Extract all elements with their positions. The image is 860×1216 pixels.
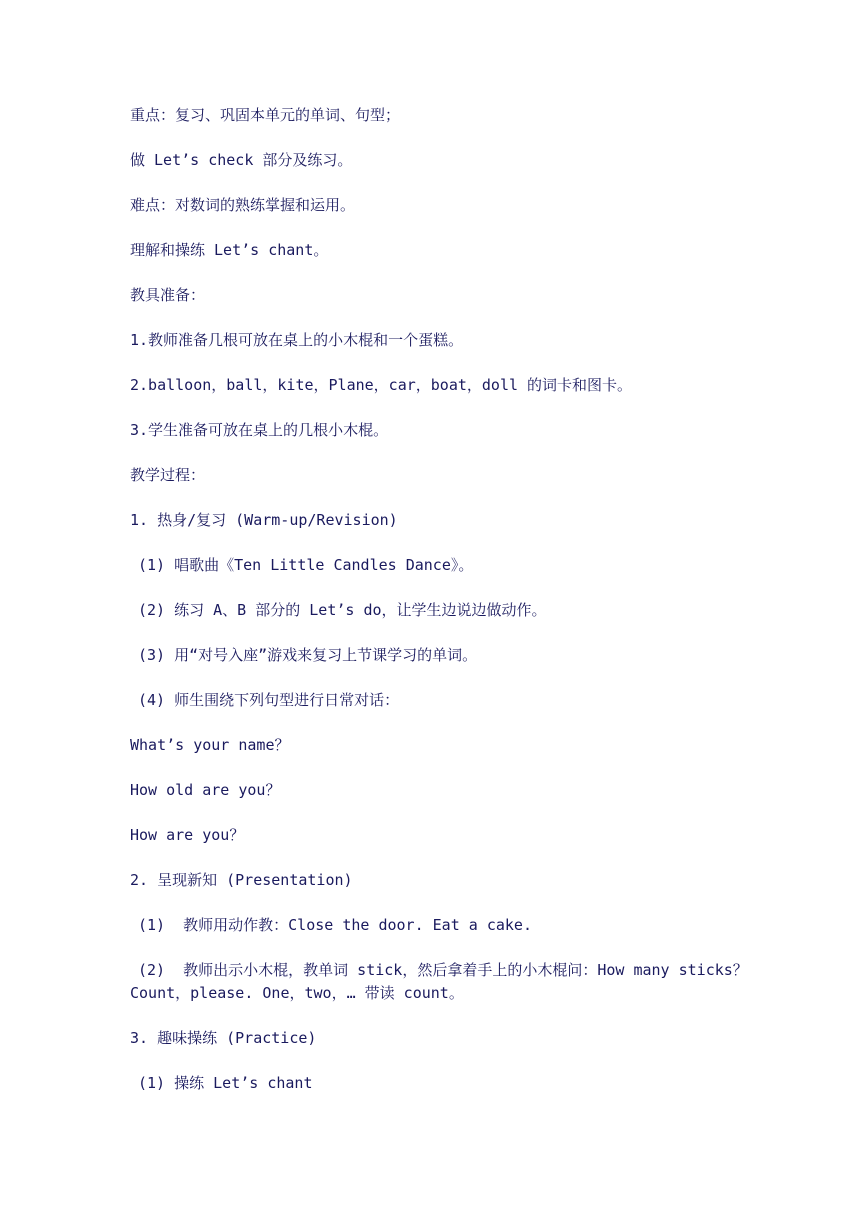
- list-item-chant: (1) 操练 Let’s chant: [138, 1074, 313, 1092]
- list-item-song: (1) 唱歌曲《Ten Little Candles Dance》。: [138, 556, 474, 574]
- list-item-lets-do: (2) 练习 A、B 部分的 Let’s do，让学生边说边做动作。: [138, 601, 547, 619]
- sentence-whats-your-name: What’s your name？: [130, 736, 290, 754]
- list-item-dialogue: (4) 师生围绕下列句型进行日常对话：: [138, 691, 400, 709]
- heading-warm-up: 1. 热身/复习 (Warm-up/Revision): [130, 511, 398, 529]
- heading-practice: 3. 趣味操练 (Practice): [130, 1029, 317, 1047]
- paragraph-lets-chant: 理解和操练 Let’s chant。: [130, 241, 329, 259]
- document-page: [130, 104, 750, 1117]
- heading-teaching-aids: 教具准备：: [130, 286, 206, 304]
- heading-presentation: 2. 呈现新知 (Presentation): [130, 871, 353, 889]
- paragraph-focus: 重点：复习、巩固本单元的单词、句型；: [130, 106, 401, 124]
- sentence-how-old: How old are you？: [130, 781, 281, 799]
- paragraph-aid-3: 3.学生准备可放在桌上的几根小木棍。: [130, 421, 389, 439]
- paragraph-aid-2: 2.balloon，ball，kite，Plane，car，boat，doll 的词卡和图卡。: [130, 376, 633, 394]
- list-item-actions: (1) 教师用动作教：Close the door. Eat a cake.: [138, 916, 532, 934]
- list-item-game: (3) 用“对号入座”游戏来复习上节课学习的单词。: [138, 646, 478, 664]
- sentence-how-are-you: How are you？: [130, 826, 245, 844]
- paragraph-aid-1: 1.教师准备几根可放在桌上的小木棍和一个蛋糕。: [130, 331, 464, 349]
- paragraph-difficulty: 难点：对数词的熟练掌握和运用。: [130, 196, 356, 214]
- heading-teaching-process: 教学过程：: [130, 466, 206, 484]
- list-item-sticks: (2) 教师出示小木棍，教单词 stick，然后拿着手上的小木棍问：How many sticks？Count，please. One，two，… 带读 count。: [130, 961, 748, 1002]
- paragraph-lets-check: 做 Let’s check 部分及练习。: [130, 151, 353, 169]
